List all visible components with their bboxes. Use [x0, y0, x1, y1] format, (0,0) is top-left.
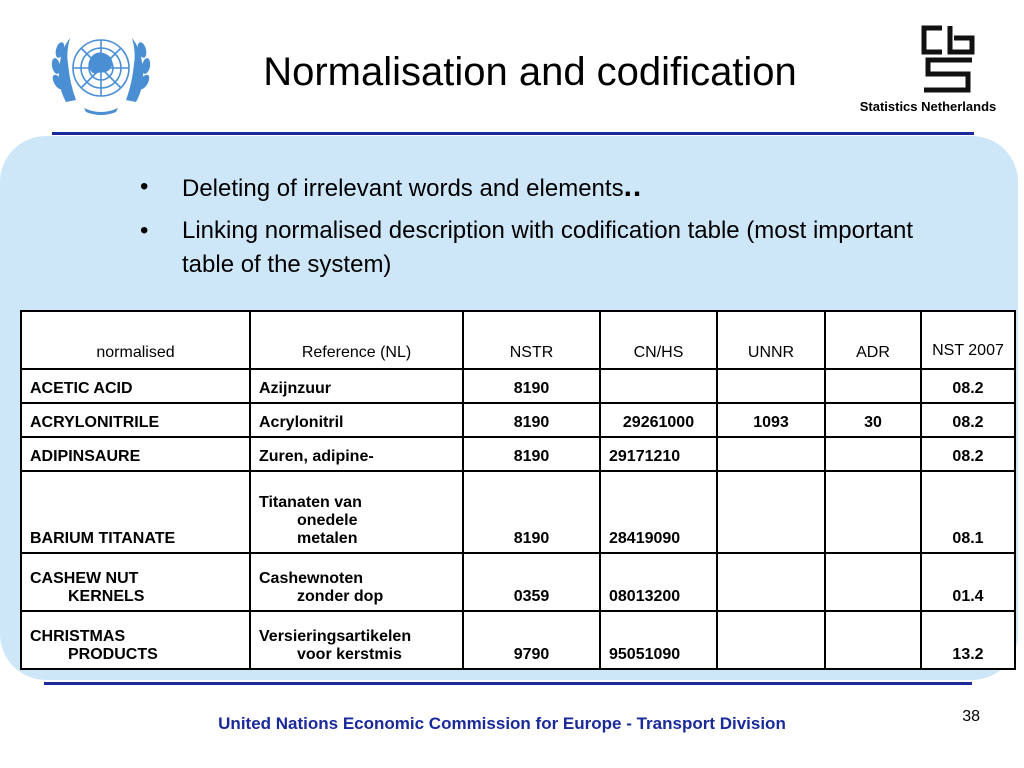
col-header-nstr: NSTR: [463, 311, 600, 369]
bullet-item: [140, 214, 960, 282]
cell-nst2007: 01.4: [921, 553, 1015, 611]
table-row: [21, 553, 1015, 611]
table-row: [21, 437, 1015, 471]
cell-reference-line: Titanaten van: [259, 494, 362, 511]
cell-unnr: 1093: [717, 403, 825, 437]
cell-reference-line: onedele: [297, 512, 358, 529]
cell-reference: [250, 437, 463, 471]
cell-normalised-line: ADIPINSAURE: [30, 448, 141, 465]
cell-reference-line: zonder dop: [297, 588, 384, 605]
cell-nst2007: 08.2: [921, 403, 1015, 437]
cell-nst2007: 08.2: [921, 369, 1015, 403]
bottom-divider: [44, 682, 972, 685]
cell-reference-line: Cashewnoten: [259, 570, 364, 587]
cell-nst2007: 08.2: [921, 437, 1015, 471]
top-divider: [52, 132, 974, 135]
cell-cnhs: 08013200: [600, 553, 717, 611]
page-title: Normalisation and codification: [263, 50, 797, 94]
cell-normalised: [21, 471, 250, 553]
bullet-text: Deleting of irrelevant words and elements: [182, 175, 624, 202]
table-body: [21, 369, 1015, 669]
cell-reference: [250, 611, 463, 669]
col-header-normalised: normalised: [21, 311, 250, 369]
cell-reference-line: Versieringsartikelen: [259, 628, 412, 645]
cell-cnhs: [600, 369, 717, 403]
cell-reference: [250, 471, 463, 553]
table-row: [21, 611, 1015, 669]
cell-normalised: [21, 369, 250, 403]
cell-adr: [825, 437, 921, 471]
footer-text: United Nations Economic Commission for Europe - Transport Division: [218, 714, 786, 733]
un-emblem-icon: [44, 22, 158, 118]
cell-normalised-line: CHRISTMAS: [30, 628, 126, 645]
codification-table: [20, 310, 1016, 670]
col-header-cnhs: CN/HS: [600, 311, 717, 369]
cell-nstr: 9790: [463, 611, 600, 669]
cell-nst2007: 08.1: [921, 471, 1015, 553]
cell-reference-line: Azijnzuur: [259, 380, 331, 397]
table-header-row: [21, 311, 1015, 369]
col-header-reference: Reference (NL): [250, 311, 463, 369]
cell-normalised-line: PRODUCTS: [68, 646, 158, 663]
bullet-dot: •: [140, 173, 149, 200]
cell-reference-line: Acrylonitril: [259, 414, 344, 431]
cell-adr: 30: [825, 403, 921, 437]
cell-adr: [825, 369, 921, 403]
cell-unnr: [717, 553, 825, 611]
cell-normalised: [21, 611, 250, 669]
cell-unnr: [717, 369, 825, 403]
cell-reference: [250, 553, 463, 611]
cell-nstr: 8190: [463, 471, 600, 553]
bullet-text: Linking normalised description with codification table (most important table of the system): [182, 217, 914, 278]
cell-reference-line: Zuren, adipine-: [259, 448, 374, 465]
cell-normalised: [21, 403, 250, 437]
cell-cnhs: 28419090: [600, 471, 717, 553]
cell-unnr: [717, 611, 825, 669]
cell-normalised-line: ACRYLONITRILE: [30, 414, 160, 431]
bullet-dot: •: [140, 217, 149, 244]
table-row: [21, 403, 1015, 437]
col-header-adr: ADR: [825, 311, 921, 369]
cell-nstr: 8190: [463, 403, 600, 437]
bullet-ellipsis: ..: [623, 170, 643, 203]
cell-adr: [825, 611, 921, 669]
cell-nstr: 0359: [463, 553, 600, 611]
bullet-list: [140, 170, 960, 290]
cell-cnhs: 95051090: [600, 611, 717, 669]
cell-unnr: [717, 437, 825, 471]
page-number: 38: [962, 708, 980, 725]
col-header-unnr: UNNR: [717, 311, 825, 369]
cell-nst2007: 13.2: [921, 611, 1015, 669]
cell-nstr: 8190: [463, 437, 600, 471]
cell-reference: [250, 403, 463, 437]
table-row: [21, 369, 1015, 403]
col-header-nst2007: NST 2007: [921, 311, 1015, 369]
cell-normalised: [21, 553, 250, 611]
cell-adr: [825, 553, 921, 611]
cell-normalised: [21, 437, 250, 471]
cell-unnr: [717, 471, 825, 553]
cell-reference-line: voor kerstmis: [297, 646, 402, 663]
cbs-logo-icon: [920, 24, 976, 94]
cell-normalised-line: ACETIC ACID: [30, 380, 133, 397]
cell-cnhs: 29261000: [600, 403, 717, 437]
cell-nstr: 8190: [463, 369, 600, 403]
cell-adr: [825, 471, 921, 553]
cell-reference-line: metalen: [297, 530, 358, 547]
cell-cnhs: 29171210: [600, 437, 717, 471]
cell-reference: [250, 369, 463, 403]
cell-normalised-line: BARIUM TITANATE: [30, 530, 176, 547]
bullet-item: [140, 170, 960, 206]
table-row: [21, 471, 1015, 553]
cell-normalised-line: CASHEW NUT: [30, 570, 139, 587]
cell-normalised-line: KERNELS: [68, 588, 145, 605]
org-name: Statistics Netherlands: [859, 99, 997, 114]
